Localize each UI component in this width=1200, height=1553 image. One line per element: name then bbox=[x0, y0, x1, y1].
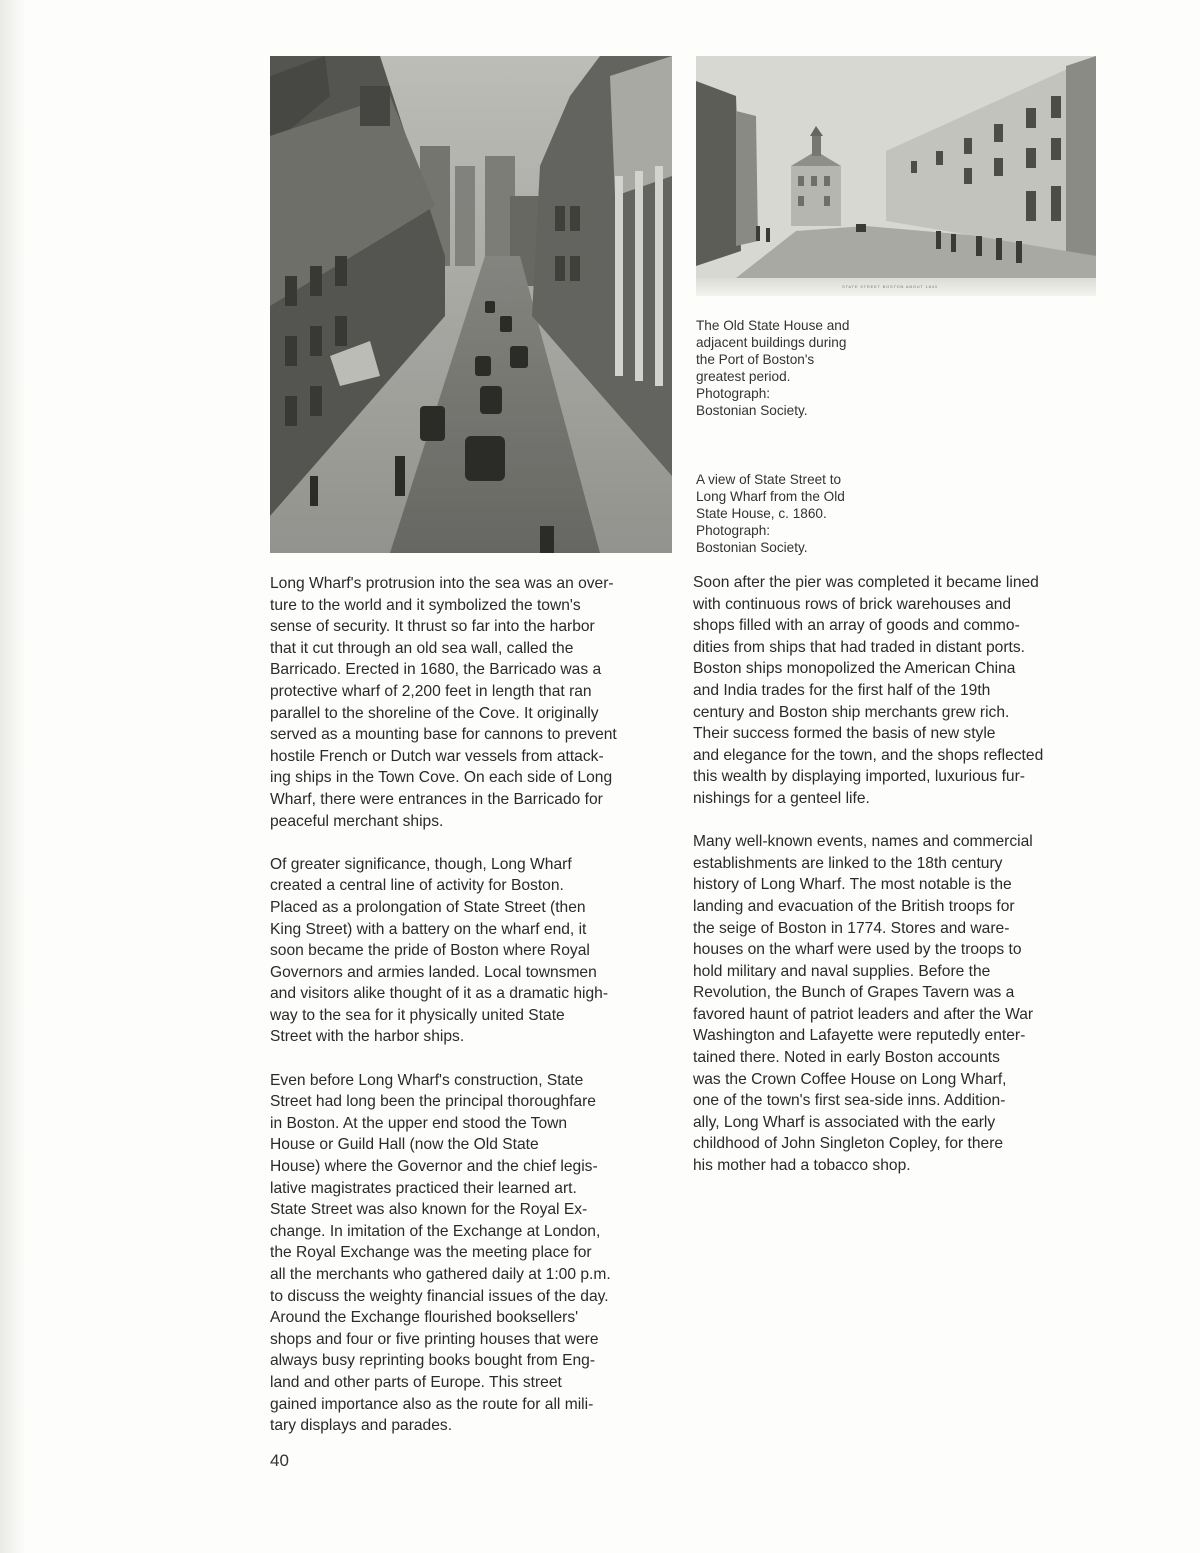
text-line: and visitors alike thought of it as a dramatic high- bbox=[270, 985, 609, 1003]
text-line: shops and four or five printing houses that were bbox=[270, 1330, 599, 1348]
text-line: shops filled with an array of goods and commo- bbox=[693, 617, 1020, 635]
text-line: was the Crown Coffee House on Long Wharf, bbox=[693, 1070, 1007, 1088]
text-line: way to the sea for it physically united State bbox=[270, 1006, 565, 1024]
text-line: century and Boston ship merchants grew rich. bbox=[693, 703, 1010, 721]
text-line: soon became the pride of Boston where Royal bbox=[270, 942, 590, 960]
text-line: House or Guild Hall (now the Old State bbox=[270, 1136, 539, 1154]
text-line: Around the Exchange flourished booksellers' bbox=[270, 1309, 579, 1327]
left-text-column bbox=[270, 573, 670, 1458]
state-street-photo-art bbox=[270, 56, 672, 553]
text-line: land and other parts of Europe. This street bbox=[270, 1373, 562, 1391]
caption-line: greatest period. bbox=[696, 369, 791, 384]
text-line: all the merchants who gathered daily at 1:00 p.m. bbox=[270, 1266, 611, 1283]
text-line: nishings for a genteel life. bbox=[693, 789, 870, 807]
text-line: the seige of Boston in 1774. Stores and ware- bbox=[693, 919, 1010, 937]
old-state-house-caption bbox=[696, 317, 896, 419]
text-line: with continuous rows of brick warehouses and bbox=[693, 595, 1012, 613]
text-line: one of the town's first sea-side inns. Addition- bbox=[693, 1092, 1006, 1110]
text-line: King Street) with a battery on the wharf end, it bbox=[270, 920, 587, 938]
text-line: Even before Long Wharf's construction, State bbox=[270, 1071, 584, 1089]
text-line: Placed as a prolongation of State Street (then bbox=[270, 898, 586, 916]
text-line: Long Wharf's protrusion into the sea was an over- bbox=[270, 575, 614, 592]
paragraph-central-line bbox=[270, 854, 670, 1048]
caption-line: Photograph: bbox=[696, 386, 771, 401]
page-number: 40 bbox=[270, 1451, 289, 1470]
text-line: Their success formed the basis of new style bbox=[693, 725, 996, 743]
caption-line: Photograph: bbox=[696, 523, 771, 538]
text-line: Soon after the pier was completed it became lined bbox=[693, 574, 1039, 591]
caption-line: adjacent buildings during bbox=[696, 335, 847, 350]
text-line: his mother had a tobacco shop. bbox=[693, 1157, 911, 1175]
state-street-photograph bbox=[270, 56, 672, 553]
text-line: Street had long been the principal thoroughfare bbox=[270, 1093, 596, 1111]
text-line: favored haunt of patriot leaders and after the War bbox=[693, 1005, 1034, 1023]
right-text-column bbox=[693, 572, 1098, 1198]
page-binding-edge bbox=[0, 0, 26, 1553]
text-line: and elegance for the town, and the shops reflected bbox=[693, 746, 1044, 764]
text-line: Barricado. Erected in 1680, the Barricado was a bbox=[270, 661, 602, 679]
text-line: Boston ships monopolized the American China bbox=[693, 660, 1016, 678]
paragraph-warehouses bbox=[693, 572, 1098, 810]
text-line: sense of security. It thrust so far into the harbor bbox=[270, 618, 595, 636]
text-line: created a central line of activity for Boston. bbox=[270, 877, 564, 895]
text-line: hostile French or Dutch war vessels from attack- bbox=[270, 747, 604, 765]
caption-line: State House, c. 1860. bbox=[696, 506, 827, 521]
text-line: Wharf, there were entrances in the Barricado for bbox=[270, 790, 603, 808]
text-line: lative magistrates practiced their learned art. bbox=[270, 1179, 577, 1197]
text-line: tained there. Noted in early Boston accounts bbox=[693, 1049, 1000, 1067]
text-line: Washington and Lafayette were reputedly enter- bbox=[693, 1027, 1026, 1045]
text-line: always busy reprinting books bought from Eng- bbox=[270, 1352, 596, 1370]
text-line: and India trades for the first half of the 19th bbox=[693, 681, 991, 699]
text-line: tary displays and parades. bbox=[270, 1417, 453, 1435]
state-street-caption bbox=[696, 471, 896, 556]
text-line: this wealth by displaying imported, luxurious fur- bbox=[693, 768, 1025, 786]
paragraph-events bbox=[693, 831, 1098, 1177]
text-line: House) where the Governor and the chief legis- bbox=[270, 1158, 598, 1176]
text-line: protective wharf of 2,200 feet in length that ran bbox=[270, 682, 592, 700]
text-line: history of Long Wharf. The most notable is the bbox=[693, 876, 1012, 894]
caption-line: A view of State Street to bbox=[696, 472, 842, 487]
text-line: gained importance also as the route for all mili- bbox=[270, 1395, 594, 1413]
text-line: houses on the wharf were used by the troops to bbox=[693, 941, 1022, 959]
text-line: Revolution, the Bunch of Grapes Tavern was a bbox=[693, 984, 1015, 1002]
text-line: ally, Long Wharf is associated with the early bbox=[693, 1113, 996, 1131]
text-line: served as a mounting base for cannons to prevent bbox=[270, 726, 617, 744]
text-line: childhood of John Singleton Copley, for there bbox=[693, 1135, 1004, 1153]
old-state-house-engraving-art bbox=[696, 56, 1096, 278]
paragraph-state-street bbox=[270, 1070, 670, 1437]
caption-line: Bostonian Society. bbox=[696, 403, 808, 418]
caption-line: Long Wharf from the Old bbox=[696, 489, 845, 504]
old-state-house-engraving bbox=[696, 56, 1096, 278]
text-line: ture to the world and it symbolized the town's bbox=[270, 596, 581, 614]
text-line: hold military and naval supplies. Before the bbox=[693, 962, 991, 980]
text-line: parallel to the shoreline of the Cove. It originally bbox=[270, 704, 599, 722]
text-line: dities from ships that had traded in distant ports. bbox=[693, 638, 1025, 656]
text-line: the Royal Exchange was the meeting place for bbox=[270, 1244, 592, 1262]
text-line: to discuss the weighty financial issues of the day. bbox=[270, 1287, 609, 1305]
text-line: Many well-known events, names and commercial bbox=[693, 833, 1033, 851]
text-line: State Street was also known for the Royal Ex- bbox=[270, 1201, 588, 1219]
text-line: that it cut through an old sea wall, called the bbox=[270, 639, 574, 657]
text-line: in Boston. At the upper end stood the Town bbox=[270, 1114, 568, 1132]
engraving-plate-caption: STATE STREET BOSTON ABOUT 1843 bbox=[842, 284, 938, 289]
caption-line: Bostonian Society. bbox=[696, 540, 808, 555]
caption-line: The Old State House and bbox=[696, 318, 850, 333]
text-line: establishments are linked to the 18th century bbox=[693, 854, 1003, 872]
text-line: Governors and armies landed. Local townsmen bbox=[270, 963, 597, 981]
text-line: Of greater significance, though, Long Wharf bbox=[270, 855, 572, 873]
text-line: landing and evacuation of the British troops for bbox=[693, 897, 1015, 915]
text-line: change. In imitation of the Exchange at London, bbox=[270, 1222, 601, 1240]
paragraph-barricado bbox=[270, 573, 670, 832]
caption-line: the Port of Boston's bbox=[696, 352, 815, 367]
text-line: Street with the harbor ships. bbox=[270, 1028, 465, 1046]
text-line: ing ships in the Town Cove. On each side of Long bbox=[270, 769, 613, 787]
text-line: peaceful merchant ships. bbox=[270, 812, 444, 830]
